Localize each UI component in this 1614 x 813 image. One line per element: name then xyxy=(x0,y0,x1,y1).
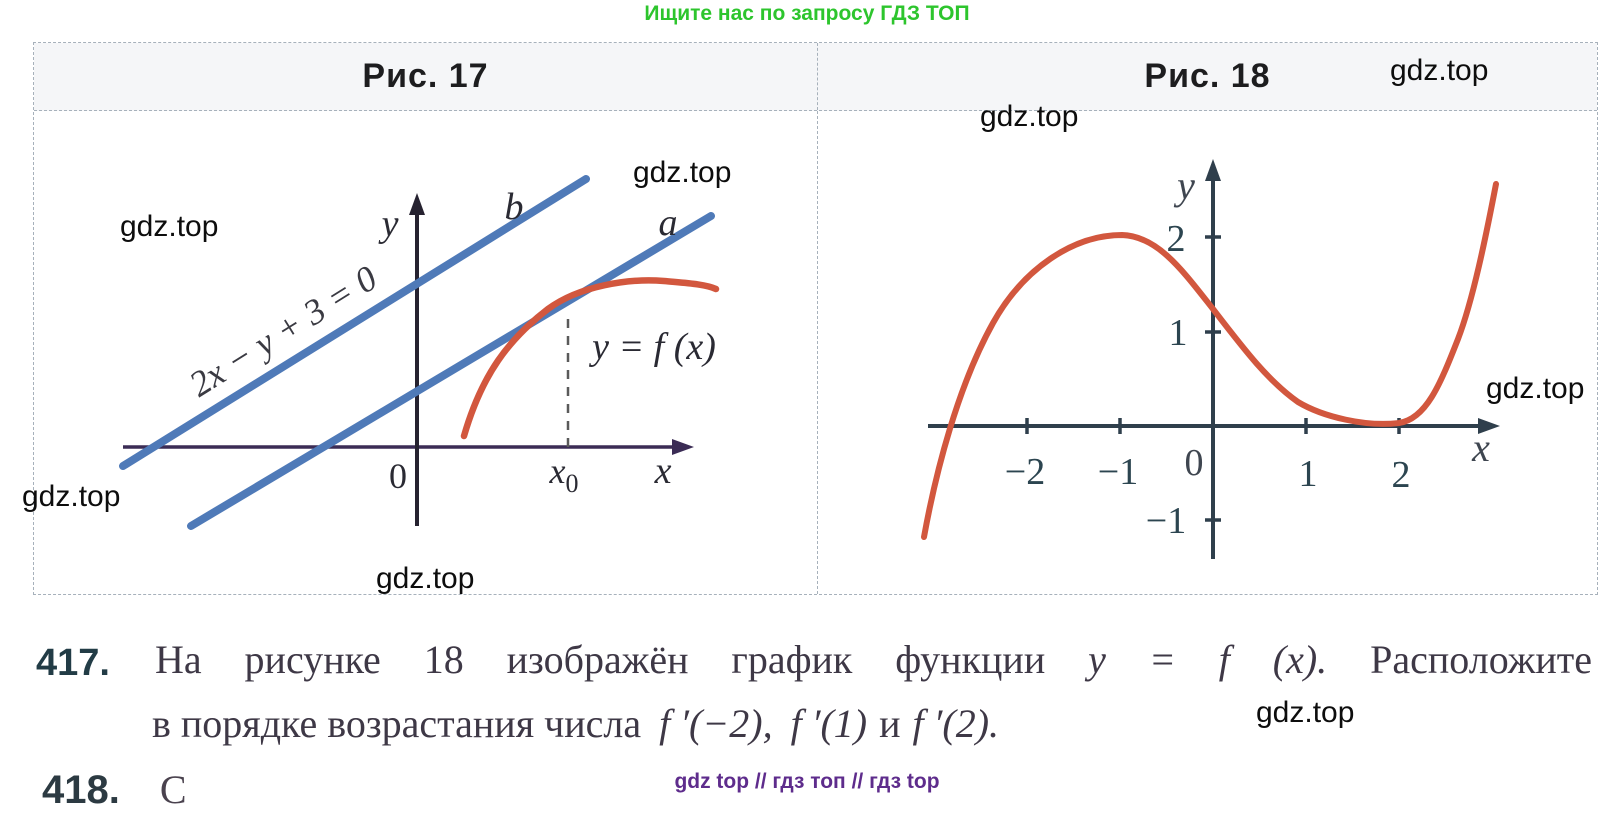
fig17-y-arrow-icon xyxy=(409,193,425,215)
fig17-title: Рис. 17 xyxy=(34,43,818,110)
watermark: gdz.top xyxy=(633,156,732,189)
fig18-xtick-label: 1 xyxy=(1298,453,1318,495)
problem-text-line1 xyxy=(155,638,1592,682)
site-footer xyxy=(0,770,1614,794)
promo-banner-text: Ищите нас по запросу ГДЗ ТОП xyxy=(644,2,970,25)
watermark: gdz.top xyxy=(376,562,475,595)
fig18-title: Рис. 18 xyxy=(1144,57,1271,95)
figures-table-body xyxy=(34,111,1597,594)
watermark: gdz.top xyxy=(120,210,219,243)
problem-number: 417. xyxy=(36,642,110,684)
watermark: gdz.top xyxy=(1256,696,1355,729)
fig17-y-label: y xyxy=(381,203,399,245)
problem-line2-math3: f ′(2). xyxy=(912,701,1000,746)
fig18-ytick-label: 1 xyxy=(1168,312,1188,354)
watermark: gdz.top xyxy=(1486,372,1585,405)
problem-line1-tail: Расположите xyxy=(1370,637,1592,682)
figures-table-header xyxy=(34,43,1597,111)
problem-text-line2 xyxy=(152,702,999,746)
fig17-x-arrow-icon xyxy=(672,439,694,455)
site-footer-text: gdz top // гдз топ // гдз top xyxy=(674,770,940,793)
fig17-equation-label: 2x − y + 3 = 0 xyxy=(182,257,384,405)
fig17-origin-label: 0 xyxy=(389,456,407,496)
fig18-ytick-label: 2 xyxy=(1166,218,1186,260)
promo-banner xyxy=(0,2,1614,26)
problem-line2-math1: f ′(−2), xyxy=(659,701,773,746)
fig18-xtick-label: −2 xyxy=(1004,451,1046,493)
problem-line1-math: y = f (x). xyxy=(1088,637,1328,682)
fig18-cell xyxy=(818,111,1597,594)
fig17-x0-label: $x_0$ xyxy=(549,451,579,498)
fig18-x-label: x xyxy=(1472,425,1490,470)
problem-line2-text: в порядке возрастания числа xyxy=(152,701,642,746)
problem-line2-conjunction: и xyxy=(879,701,901,746)
figures-table xyxy=(33,42,1598,595)
watermark: gdz.top xyxy=(22,480,121,513)
fig17-x-label: x xyxy=(654,450,672,492)
watermark: gdz.top xyxy=(980,100,1079,133)
fig18-ytick-label: −1 xyxy=(1145,500,1187,542)
fig17-line-a-label: a xyxy=(658,202,678,244)
next-problem-fragment: С xyxy=(159,767,187,812)
fig18-origin-label: 0 xyxy=(1184,442,1204,484)
fig18-y-arrow-icon xyxy=(1205,159,1221,181)
watermark: gdz.top xyxy=(1390,54,1489,87)
fig18-plot xyxy=(818,111,1597,594)
next-problem-number: 418. xyxy=(42,768,120,812)
fig18-y-label: y xyxy=(1177,163,1195,208)
fig18-xtick-label: 2 xyxy=(1391,454,1411,496)
problem-line2-math2: f ′(1) xyxy=(790,701,868,746)
fig18-xtick-label: −1 xyxy=(1097,451,1139,493)
problem-line1-text: На рисунке 18 изображён график функции xyxy=(155,637,1046,682)
fig17-function-label: y = f (x) xyxy=(592,326,716,368)
fig17-line-b-label: b xyxy=(504,186,524,228)
